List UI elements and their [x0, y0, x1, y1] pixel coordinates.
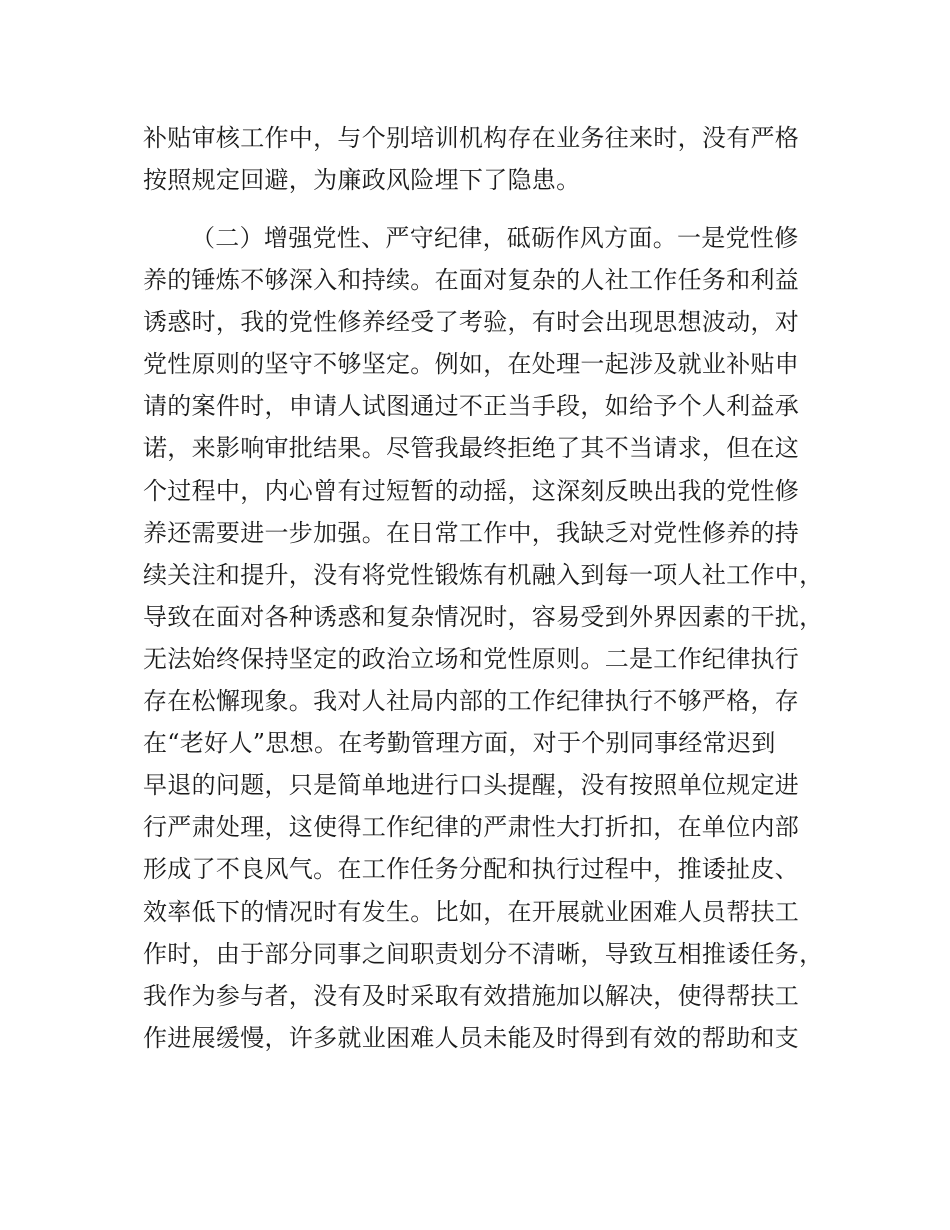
paragraph-line: 按照规定回避，为廉政风险埋下了隐患。 — [143, 166, 581, 195]
paragraph-line: 存在松懈现象。我对人社局内部的工作纪律执行不够严格，存 — [143, 687, 800, 716]
paragraph-line: 养的锤炼不够深入和持续。在面对复杂的人社工作任务和利益 — [143, 266, 800, 295]
paragraph-line: 效率低下的情况时有发生。比如，在开展就业困难人员帮扶工 — [143, 897, 800, 926]
paragraph-line: 个过程中，内心曾有过短暂的动摇，这深刻反映出我的党性修 — [143, 476, 800, 505]
paragraph-line: 诺，来影响审批结果。尽管我最终拒绝了其不当请求，但在这 — [143, 434, 800, 463]
paragraph-line: 在“老好人”思想。在考勤管理方面，对于个别同事经常迟到 — [143, 729, 776, 758]
paragraph-line: 续关注和提升，没有将党性锻炼有机融入到每一项人社工作中， — [143, 560, 824, 589]
paragraph-line: 党性原则的坚守不够坚定。例如，在处理一起涉及就业补贴申 — [143, 350, 800, 379]
paragraph-section-two — [143, 217, 823, 1059]
paragraph-line: 早退的问题，只是简单地进行口头提醒，没有按照单位规定进 — [143, 771, 800, 800]
paragraph-line: 作进展缓慢，许多就业困难人员未能及时得到有效的帮助和支 — [143, 1023, 800, 1052]
paragraph-line: 导致在面对各种诱惑和复杂情况时，容易受到外界因素的干扰， — [143, 602, 824, 631]
paragraph-line: 行严肃处理，这使得工作纪律的严肃性大打折扣，在单位内部 — [143, 813, 800, 842]
section-heading-line: （二）增强党性、严守纪律，砥砺作风方面。一是党性修 — [191, 224, 799, 252]
paragraph-line: 我作为参与者，没有及时采取有效措施加以解决，使得帮扶工 — [143, 981, 800, 1010]
paragraph-line: 补贴审核工作中，与个别培训机构存在业务往来时，没有严格 — [143, 124, 800, 152]
paragraph-continuation — [143, 117, 823, 201]
paragraph-line: 作时，由于部分同事之间职责划分不清晰，导致互相推诿任务， — [143, 939, 824, 968]
paragraph-line: 请的案件时，申请人试图通过不正当手段，如给予个人利益承 — [143, 392, 800, 421]
paragraph-line: 形成了不良风气。在工作任务分配和执行过程中，推诿扯皮、 — [143, 855, 800, 884]
paragraph-line: 无法始终保持坚定的政治立场和党性原则。二是工作纪律执行 — [143, 644, 800, 673]
paragraph-line: 养还需要进一步加强。在日常工作中，我缺乏对党性修养的持 — [143, 518, 800, 547]
paragraph-line: 诱惑时，我的党性修养经受了考验，有时会出现思想波动，对 — [143, 308, 800, 337]
